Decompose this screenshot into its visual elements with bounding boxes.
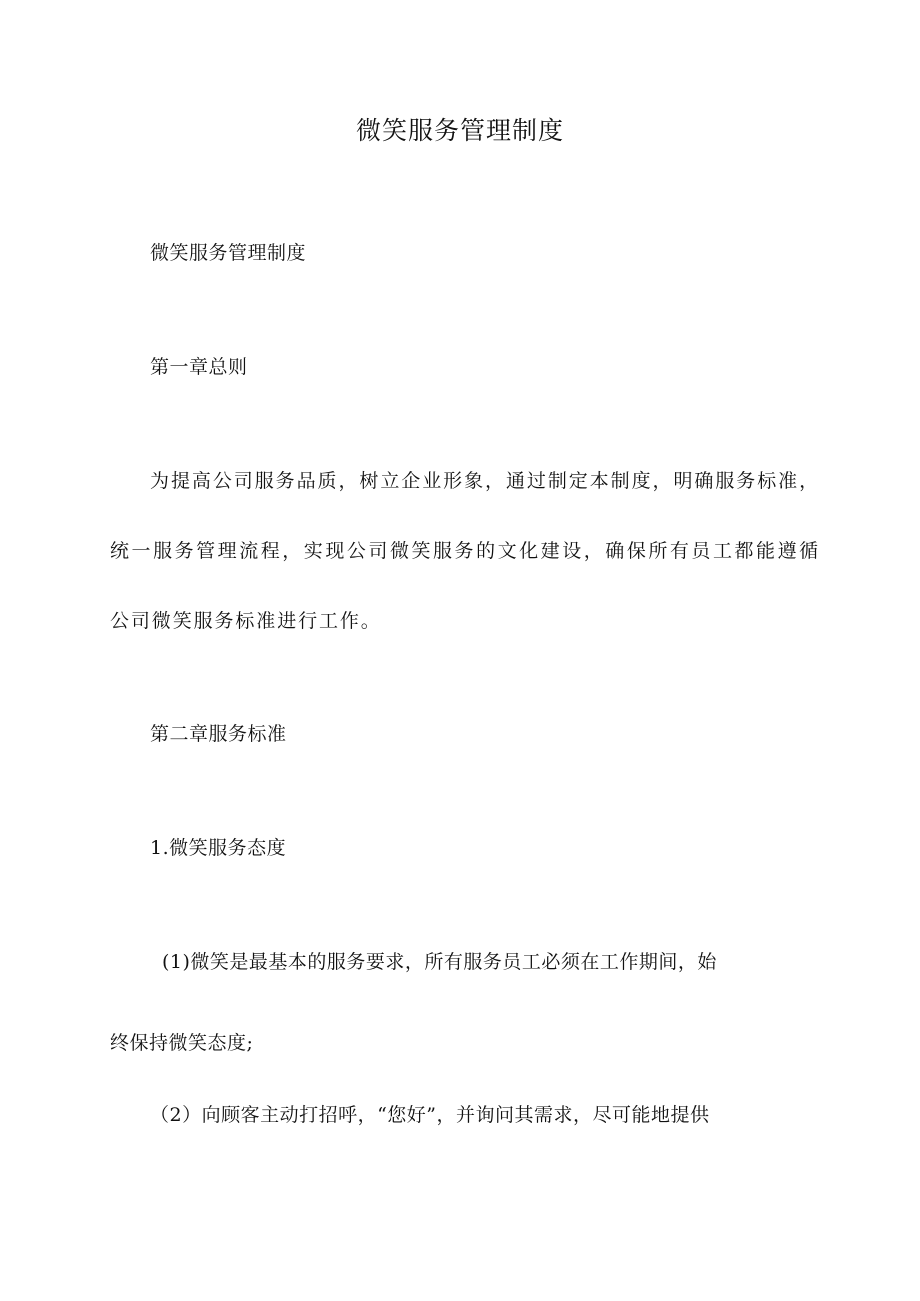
item2-line1: （2）向顾客主动打招呼，“您好”，并询问其需求，尽可能地提供 [150,1104,710,1126]
chapter2-heading: 第二章服务标准 [150,723,287,745]
item1-line1: (1)微笑是最基本的服务要求，所有服务员工必须在工作期间，始 [162,951,717,973]
item1-line2: 终保持微笑态度; [110,1032,254,1054]
document-subtitle: 微笑服务管理制度 [150,242,307,264]
chapter1-paragraph: 为提高公司服务品质，树立企业形象，通过制定本制度，明确服务标准，统一服务管理流程，实现公司微笑服务的文化建设，确保所有员工都能遵循公司微笑服务标准进行工作。 [110,470,820,632]
section1-heading: 1.微笑服务态度 [150,837,287,859]
chapter1-heading: 第一章总则 [150,356,248,378]
document-title: 微笑服务管理制度 [355,116,564,145]
